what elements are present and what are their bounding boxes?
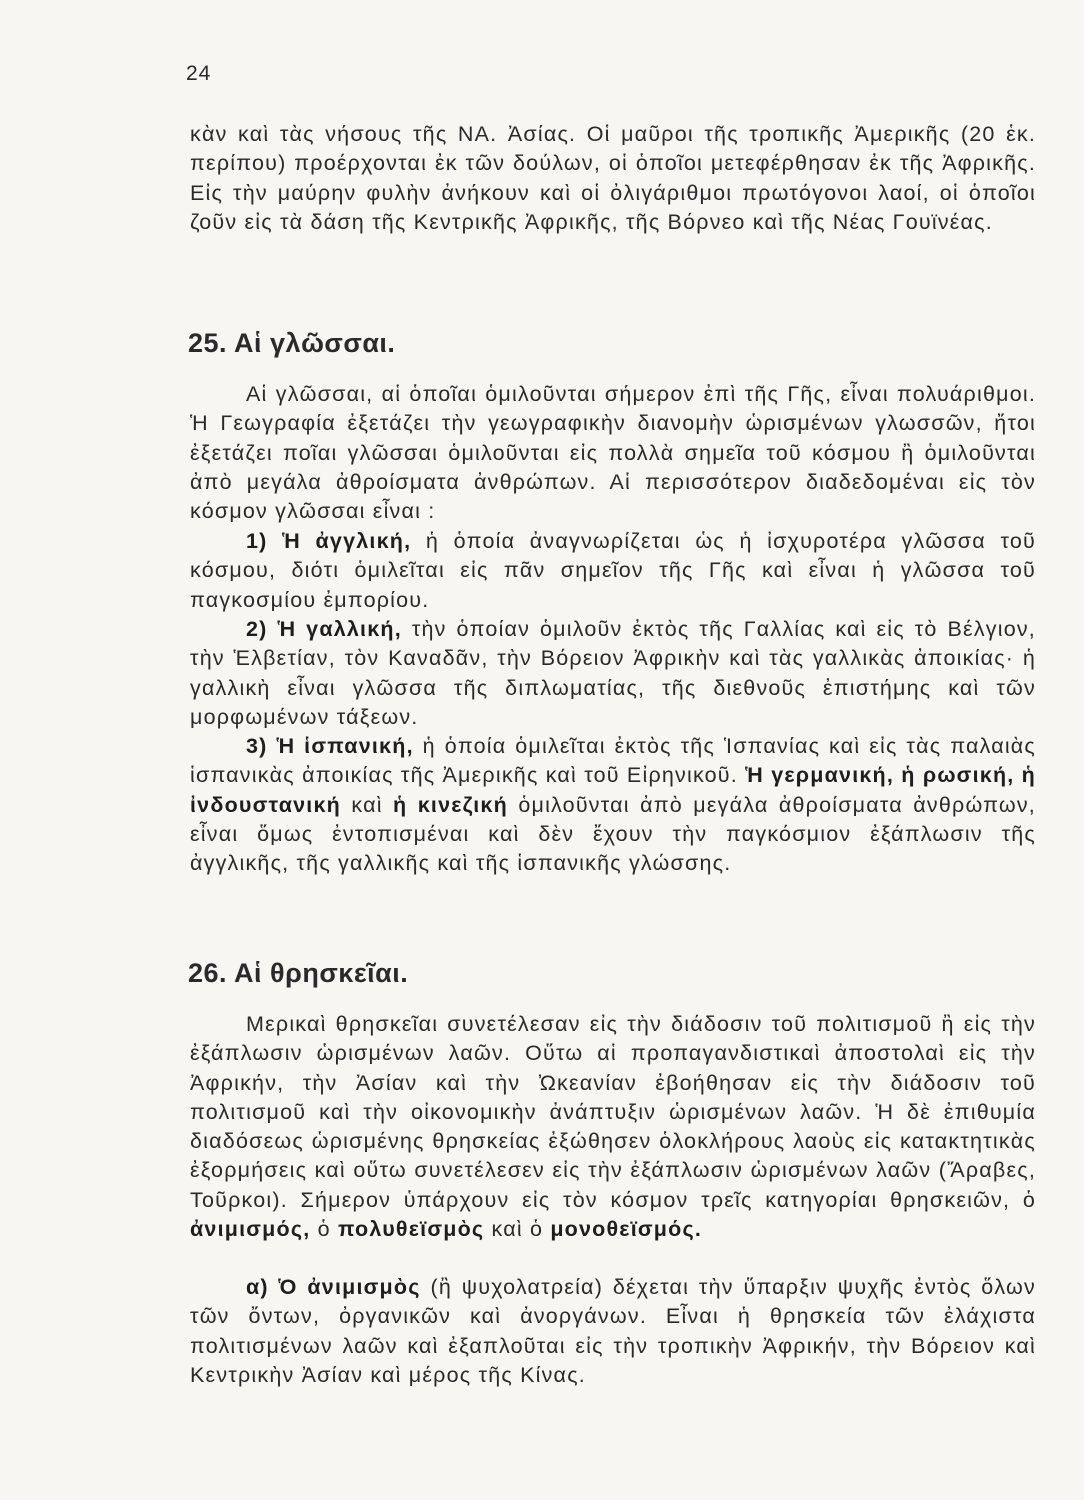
other-languages-term: Ἡ γερμανική, ἡ ρωσική, ἡ ἰνδουστανική <box>190 763 1036 817</box>
french-paragraph <box>190 615 1036 732</box>
intro-paragraph: κὰν καὶ τὰς νήσους τῆς ΝΑ. Ἀσίας. Οἱ μαῦροι τῆς τροπικῆς Ἀμερικῆς (20 ἑκ. περίπου) προέρχονται ἐκ τῶν δούλων, οἱ ὁποῖοι μετεφέρθησαν ἐκ τῆς Ἀφρικῆς. Εἰς τὴν μαύρην φυλὴν ἀνήκουν καὶ οἱ ὀλιγάριθμοι πρωτόγονοι λαοί, οἱ ὁποῖοι ζοῦν εἰς τὰ δάση τῆς Κεντρικῆς Ἀφρικῆς, τῆς Βόρνεο καὶ τῆς Νέας Γουϊνέας. <box>190 122 1036 234</box>
languages-intro-paragraph: Αἱ γλῶσσαι, αἱ ὁποῖαι ὁμιλοῦνται σήμερον ἐπὶ τῆς Γῆς, εἶναι πολυάριθμοι. Ἡ Γεωγραφία ἐξετάζει τὴν γεωγραφικὴν διανομὴν ὡρισμένων γλωσσῶν, ἤτοι ἐξετάζει ποῖαι γλῶσσαι ὁμιλοῦνται εἰς πολλὰ σημεῖα τοῦ κόσμου ἢ ὁμιλοῦνται ἀπὸ μεγάλα ἀθροίσματα ἀνθρώπων. Αἱ περισσότερον διαδεδομέναι εἰς τὸν κόσμον γλῶσσαι εἶναι : <box>190 382 1036 524</box>
animism-term-inline: ἀνιμισμός, <box>190 1217 311 1242</box>
conjunction-article: καὶ ὁ <box>491 1217 544 1242</box>
animism-text: (ἢ ψυχολατρεία) δέχεται τὴν ὕπαρξιν ψυχῆς ἐντὸς ὅλων τῶν ὄντων, ὀργανικῶν καὶ ἀνοργάνων. Εἶναι ἡ θρησκεία τῶν ἐλάχιστα πολιτισμένων λαῶν καὶ ἐξαπλοῦται εἰς τὴν τροπικὴν Ἀφρικήν, τὴν Βόρειον καὶ Κεντρικὴν Ἀσίαν καὶ μέρος τῆς Κίνας. <box>190 1275 1036 1387</box>
english-number: 1) <box>246 529 268 553</box>
animism-term: Ὁ ἀνιμισμὸς <box>278 1275 421 1299</box>
other-languages-text: ὁμιλοῦνται ἀπὸ μεγάλα ἀθροίσματα ἀνθρώπων, εἶναι ὅμως ἐντοπισμέναι καὶ δὲν ἔχουν τὴν παγκόσμιον ἐξάπλωσιν τῆς ἀγγλικῆς, τῆς γαλλικῆς καὶ τῆς ἱσπανικῆς γλώσσης. <box>190 792 1036 876</box>
french-text: τὴν ὁποίαν ὁμιλοῦν ἐκτὸς τῆς Γαλλίας καὶ εἰς τὸ Βέλγιον, τὴν Ἑλβετίαν, τὸν Καναδᾶν, τὴν Βόρειον Ἀφρικὴν καὶ τὰς γαλλικὰς ἀποικίας· ἡ γαλλικὴ εἶναι γλῶσσα τῆς διπλωματίας, τῆς διεθνοῦς ἐπιστήμης καὶ τῶν μορφωμένων τάξεων. <box>190 617 1036 729</box>
religions-intro-paragraph <box>190 1010 1036 1244</box>
spanish-number: 3) <box>246 734 268 758</box>
english-text: ἡ ὁποία ἀναγνωρίζεται ὡς ἡ ἰσχυροτέρα γλῶσσα τοῦ κόσμου, διότι ὁμιλεῖται εἰς πᾶν σημεῖον τῆς Γῆς καὶ εἶναι ἡ γλῶσσα τοῦ παγκοσμίου ἐμπορίου. <box>190 529 1036 612</box>
section-26-heading: 26. Αἱ θρησκεῖαι. <box>188 958 409 988</box>
animism-number: α) <box>246 1275 269 1299</box>
polytheism-term: πολυθεϊσμὸς <box>337 1217 485 1242</box>
animism-paragraph <box>190 1273 1036 1390</box>
section-25-heading: 25. Αἱ γλῶσσαι. <box>188 328 396 358</box>
monotheism-term: μονοθεϊσμός. <box>550 1217 703 1242</box>
spanish-paragraph <box>190 732 1036 878</box>
french-term: Ἡ γαλλική, <box>277 617 402 641</box>
page-number: 24 <box>186 62 212 85</box>
conjunction: καὶ <box>351 792 383 817</box>
chinese-term: ἡ κινεζική <box>393 792 508 817</box>
religions-intro-text: Μερικαὶ θρησκεῖαι συνετέλεσαν εἰς τὴν διάδοσιν τοῦ πολιτισμοῦ ἢ εἰς τὴν ἐξάπλωσιν ὡρισμένων λαῶν. Οὕτω αἱ προπαγανδιστικαὶ ἀποστολαὶ εἰς τὴν Ἀφρικήν, τὴν Ἀσίαν καὶ τὴν Ὠκεανίαν ἐβοήθησαν εἰς τὴν διάδοσιν τοῦ πολιτισμοῦ καὶ τὴν οἰκονομικὴν ἀνάπτυξιν ὡρισμένων λαῶν. Ἡ δὲ ἐπιθυμία διαδόσεως ὡρισμένης θρησκείας ἐξώθησεν ὁλοκλήρους λαοὺς εἰς κατακτητικὰς ἐξορμήσεις καὶ οὕτω συνετέλεσεν εἰς τὴν ἐξάπλωσιν ὡρισμένων λαῶν (Ἄραβες, Τοῦρκοι). Σήμερον ὑπάρχουν εἰς τὸν κόσμον τρεῖς κατηγορίαι θρησκειῶν, ὁ <box>190 1012 1036 1212</box>
english-paragraph <box>190 527 1036 615</box>
spanish-term: Ἡ ἱσπανική, <box>276 734 414 758</box>
english-term: Ἡ ἀγγλική, <box>282 529 412 553</box>
article: ὁ <box>317 1217 331 1242</box>
french-number: 2) <box>246 617 268 641</box>
spanish-text: ἡ ὁποία ὁμιλεῖται ἐκτὸς τῆς Ἱσπανίας καὶ εἰς τὰς παλαιὰς ἱσπανικὰς ἀποικίας τῆς Ἀμερικῆς καὶ τοῦ Εἰρηνικοῦ. <box>190 734 1036 788</box>
